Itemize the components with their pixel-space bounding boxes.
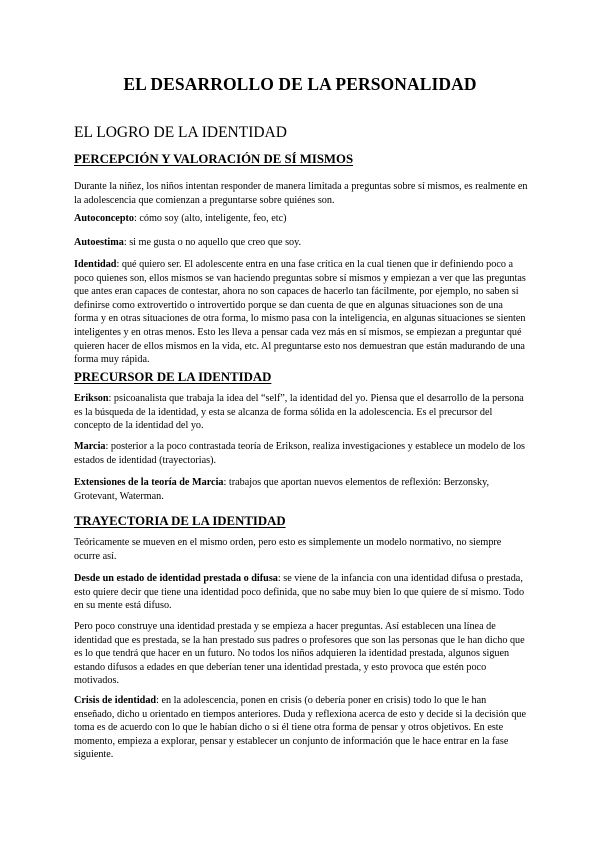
- paragraph-text: : posterior a la poco contrastada teoría de Erikson, realiza investigaciones y establece un modelo de los estados de identidad (trayectorias).: [74, 441, 526, 466]
- paragraph: [74, 694, 529, 762]
- paragraph: [74, 572, 529, 613]
- paragraph-text: : cómo soy (alto, inteligente, feo, etc): [134, 213, 287, 224]
- paragraph-text: : se viene de la infancia con una identidad difusa o prestada, esto quiere decir que tiene una identidad poco definida, que no sabe muy bien lo que quiere de sí mismo. Todo en su mente está difuso.: [74, 573, 525, 612]
- paragraph: [74, 476, 529, 503]
- paragraph: [74, 440, 529, 467]
- paragraph-text: Durante la niñez, los niños intentan responder de manera limitada a preguntas sobre sí mismos, es realmente en la adolescencia que comienzan a preguntarse sobre quiénes son.: [74, 181, 528, 206]
- paragraph-term: Identidad: [74, 259, 117, 270]
- paragraph-text: : psicoanalista que trabaja la idea del “self”, la identidad del yo. Piensa que el desarrollo de la persona es la búsqueda de la identidad, y esta se alcanza de forma sólida en la adolescencia. Es el precursor del concepto de la identidad del yo.: [74, 393, 524, 432]
- paragraph-term: Extensiones de la teoría de Marcia: [74, 477, 224, 488]
- paragraph: [74, 620, 529, 688]
- paragraph: [74, 536, 529, 563]
- paragraph-text: : en la adolescencia, ponen en crisis (o debería poner en crisis) todo lo que le han enseñado, dicho u orientado en tiempos anteriores. Duda y reflexiona acerca de esto y decide si la decisión que toma es de acuerdo con lo que le habían dicho o si él tiene otra forma de pensar y otros objetivos. En este momento, empieza a explorar, pensar y establecer un conjunto de información que le hace entrar en la fase siguiente.: [74, 695, 527, 761]
- page-title: EL DESARROLLO DE LA PERSONALIDAD: [123, 74, 477, 94]
- paragraph-text: : qué quiero ser. El adolescente entra en una fase crítica en la cual tienen que ir definiendo poco a poco quienes son, ellos mismos se van haciendo preguntas sobre sí mismos y empiezan a ver que las preguntas que antes eran capaces de contestar, ahora no son capaces de hacerlo tan fácilmente, por ejemplo, no saben si definirse como extrovertido o introvertido porque se dan cuenta de que en algunas situaciones son de una forma y en otras situaciones de otra forma, lo mismo pasa con la inteligencia, en algunas situaciones se sienten inteligentes y en otras menos. Esto les lleva a pensar cada vez más en sí mismos, se empiezan a preguntar qué quieren hacer de ellos mismos en la vida, etc. Al preguntarse esto nos demuestran que están madurando de una forma muy rápida.: [74, 259, 526, 366]
- paragraph-text: : trabajos que aportan nuevos elementos de reflexión: Berzonsky, Grotevant, Waterman.: [74, 477, 490, 502]
- paragraph-term: Erikson: [74, 393, 109, 404]
- paragraph-term: Autoestima: [74, 237, 124, 248]
- heading-trayectoria: TRAYECTORIA DE LA IDENTIDAD: [74, 514, 286, 528]
- section-title: EL LOGRO DE LA IDENTIDAD: [74, 124, 287, 141]
- paragraph: [74, 212, 529, 226]
- paragraph: [74, 392, 529, 433]
- paragraph-text: Pero poco construye una identidad prestada y se empieza a hacer preguntas. Así establecen una línea de identidad que es prestada, se la han prestado sus padres o profesores que son las personas que le han dicho que es lo que tendrá que hacer en un futuro. No todos los niños adquieren la identidad prestada, algunos siguen estando difusos a edades en que deberían tener una identidad prestada, y esto provoca que estén poco motivados.: [74, 621, 525, 687]
- paragraph: [74, 180, 529, 207]
- paragraph: [74, 236, 529, 250]
- heading-percepcion: PERCEPCIÓN Y VALORACIÓN DE SÍ MISMOS: [74, 152, 354, 166]
- paragraph: [74, 258, 529, 367]
- paragraph-term: Autoconcepto: [74, 213, 134, 224]
- paragraph-text: Teóricamente se mueven en el mismo orden, pero esto es simplemente un modelo normativo, no siempre ocurre así.: [74, 537, 502, 562]
- paragraph-term: Crisis de identidad: [74, 695, 157, 706]
- paragraph-text: : si me gusta o no aquello que creo que soy.: [123, 237, 302, 248]
- heading-precursor: PRECURSOR DE LA IDENTIDAD: [74, 370, 272, 384]
- paragraph-term: Marcia: [74, 441, 106, 452]
- paragraph-term: Desde un estado de identidad prestada o difusa: [74, 573, 278, 584]
